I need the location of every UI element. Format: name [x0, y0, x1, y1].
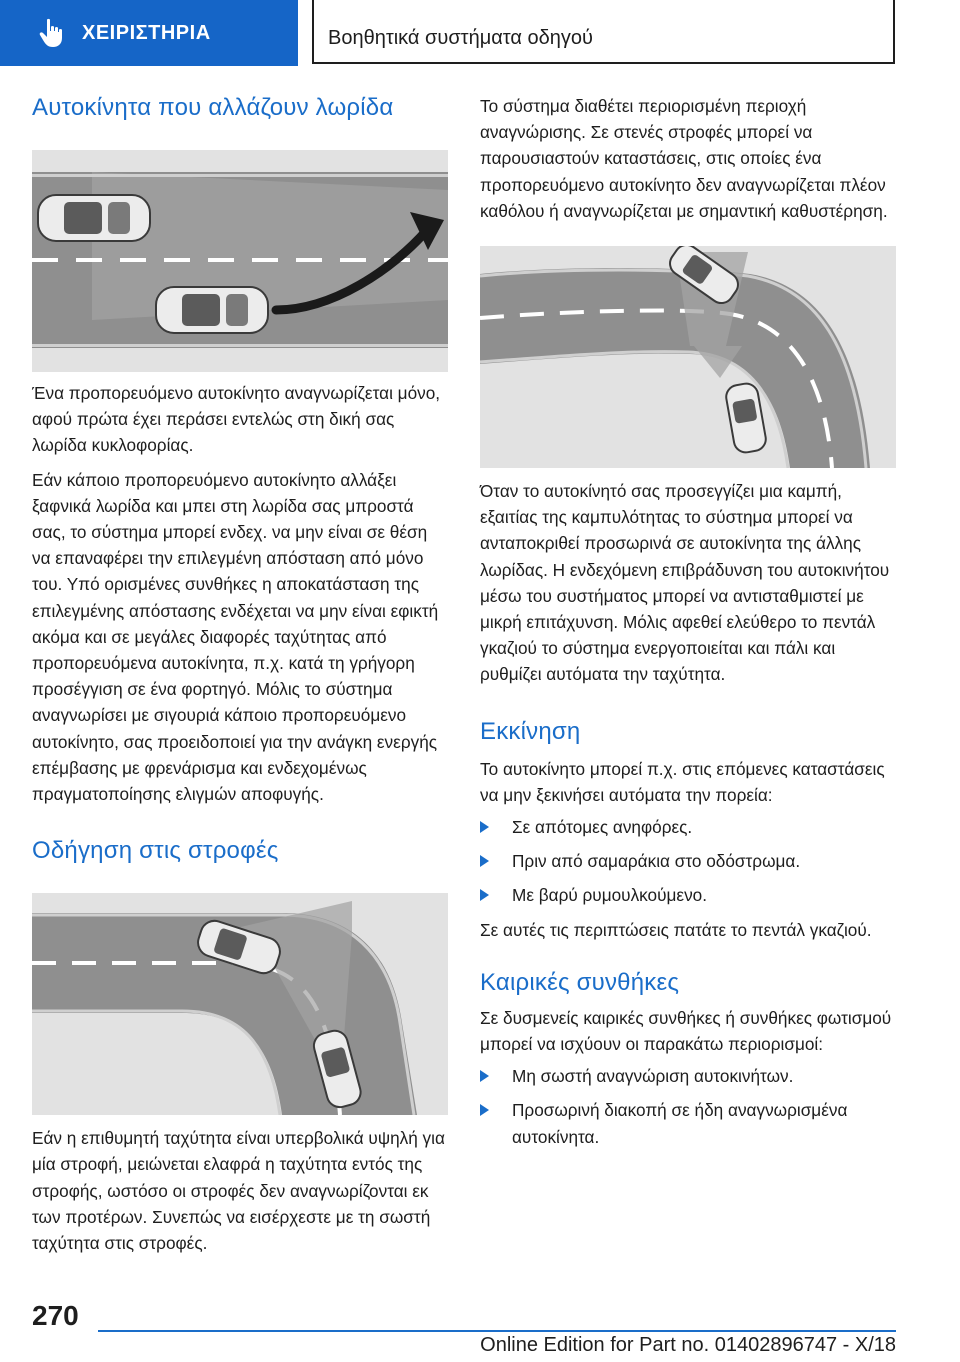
figure-curve: [32, 893, 448, 1115]
para-weather: Σε δυσμενείς καιρικές συνθήκες ή συνθήκες φωτισμού μπορεί να ισχύουν οι παρακάτω περιορισμοί:: [480, 1007, 892, 1055]
triangle-bullet-icon: [480, 1070, 489, 1082]
section-tab-label: ΧΕΙΡΙΣΤΗΡΙΑ: [82, 21, 211, 44]
para-start: Το αυτοκίνητο μπορεί π.χ. στις επόμενες καταστάσεις να μην ξεκινήσει αυτόματα την πορεία:: [480, 758, 885, 805]
para-detection-range: Το σύστημα διαθέτει περιορισμένη περιοχή αναγνώρισης. Σε στενές στροφές μπορεί να παρουσιαστούν καταστάσεις, στις οποίες ένα προπορευόμενο αυτοκίνητο δεν αναγνωρίζεται πλέον καθόλου ή αναγνωρίζεται με σημαντική καθυστέρηση.: [480, 96, 888, 221]
own-car: [156, 287, 268, 333]
list-item: Μη σωστή αναγνώριση αυτοκινήτων.: [480, 1063, 896, 1089]
figure-lane-change: [32, 150, 448, 372]
section-tab[interactable]: [0, 0, 298, 66]
left-column: [32, 94, 448, 1256]
para-curve-other-lane: Όταν το αυτοκίνητό σας προσεγγίζει μια καμπή, εξαιτίας της καμπυλότητας το σύστημα μπορεί να ανταποκριθεί προσωρινά σε αυτοκίνητα της άλλης λωρίδας. Η ενδεχόμενη επιβράδυνση του αυτοκινήτου μέσω του συστήματος μπορεί να αντισταθμιστεί με μικρή επιτάχυνση. Μόλις αφεθεί ελεύθερο το πεντάλ γκαζιού το σύστημα ενεργοποιείται και πάλι και ρυθμίζει αυτόματα την ταχύτητα.: [480, 481, 890, 685]
page-number: 270: [32, 1300, 79, 1331]
weather-bullet-list: [480, 1063, 896, 1150]
start-bullet-list: [480, 814, 896, 909]
right-column: [480, 94, 896, 1150]
triangle-bullet-icon: [480, 1104, 489, 1116]
list-item: Πριν από σαμαράκια στο οδόστρωμα.: [480, 848, 896, 874]
pointing-hand-icon: [38, 18, 64, 48]
triangle-bullet-icon: [480, 889, 489, 901]
heading-curves: Οδήγηση στις στροφές: [32, 837, 279, 865]
list-item: Με βαρύ ρυμουλκούμενο.: [480, 882, 896, 908]
para-curves: Εάν η επιθυμητή ταχύτητα είναι υπερβολικά υψηλή για μία στροφή, μειώνεται ελαφρά η ταχύτητα εντός της στροφής, ωστόσο οι στροφές δεν αναγνωρίζονται εκ των προτέρων. Συνεπώς να εισέρχεστε με τη σωστή ταχύτητα στις στροφές.: [32, 1128, 445, 1254]
list-item: Σε απότομες ανηφόρες.: [480, 814, 896, 840]
footer-divider: [98, 1330, 896, 1332]
car-changing-lane: [38, 195, 150, 241]
footer-edition-link[interactable]: Online Edition for Part no. 01402896747 - X/18: [480, 1334, 896, 1356]
para-lane-change-2: Εάν κάποιο προπορευόμενο αυτοκίνητο αλλάξει ξαφνικά λωρίδα και μπει στη λωρίδα σας μπροστά σας, το σύστημα μπορεί ενδεχ. να μην είναι σε θέση να επαναφέρει την επιλεγμένη απόσταση από μόνο του. Υπό ορισμένες συνθήκες η αποκατάσταση της επιλεγμένης απόστασης ενδέχεται να μην είναι εφικτή ακόμα και σε μεγάλες διαφορές ταχύτητας από προπορευόμενα αυτοκίνητα, π.χ. κατά τη γρήγορη προσέγγιση σε ένα φορτηγό. Μόλις το σύστημα αναγνωρίσει με σιγουριά κάποιο προπορευόμενο αυτοκίνητο, σας προειδοποιεί για την ανάγκη ενεργής επέμβασης με φρενάρισμα και ενδεχομένως πραγματοποίησης ελιγμών αποφυγής.: [32, 469, 439, 805]
list-item: Προσωρινή διακοπή σε ήδη αναγνωρισμένα αυτοκίνητα.: [480, 1097, 896, 1149]
para-lane-change-1: Ένα προπορευόμενο αυτοκίνητο αναγνωρίζεται μόνο, αφού πρώτα έχει περάσει εντελώς στη δική σας λωρίδα κυκλοφορίας.: [32, 383, 441, 456]
figure-sharp-curve: [480, 246, 896, 468]
triangle-bullet-icon: [480, 855, 489, 867]
heading-weather: Καιρικές συνθήκες: [480, 968, 680, 996]
heading-start: Εκκίνηση: [480, 717, 581, 745]
para-press-accelerator: Σε αυτές τις περιπτώσεις πατάτε το πεντάλ γκαζιού.: [480, 919, 872, 940]
heading-lane-change: Αυτοκίνητα που αλλάζουν λωρίδα: [32, 94, 394, 121]
chapter-header: [312, 0, 895, 64]
triangle-bullet-icon: [480, 821, 489, 833]
chapter-title: Βοηθητικά συστήματα οδηγού: [328, 27, 593, 49]
